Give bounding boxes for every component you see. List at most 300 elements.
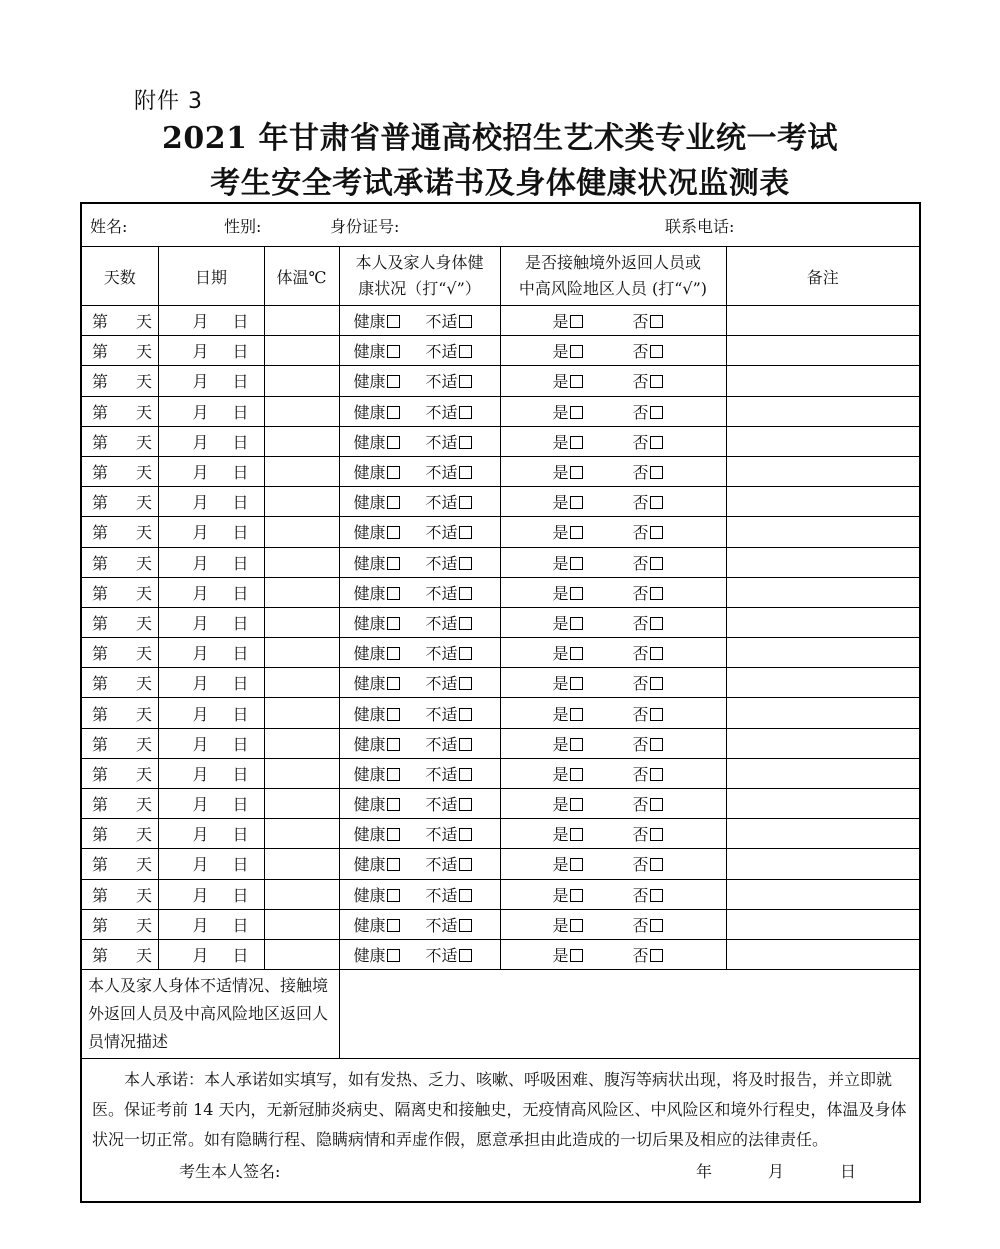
- day-cell[interactable]: [82, 306, 158, 336]
- day-cell[interactable]: [82, 789, 158, 819]
- no-option[interactable]: [633, 493, 663, 512]
- day-cell[interactable]: [82, 366, 158, 396]
- unwell-checkbox[interactable]: [459, 375, 472, 388]
- day-suffix: 天: [136, 312, 153, 332]
- date-cell[interactable]: [158, 879, 264, 909]
- unwell-option[interactable]: [426, 433, 472, 452]
- id-number-label[interactable]: 身份证号:: [330, 216, 400, 236]
- no-option[interactable]: [633, 705, 663, 724]
- unwell-checkbox[interactable]: [459, 677, 472, 690]
- no-option[interactable]: [633, 372, 663, 391]
- yes-option[interactable]: [553, 493, 583, 512]
- name-label[interactable]: 姓名:: [90, 216, 128, 236]
- yes-checkbox[interactable]: [570, 858, 583, 871]
- day-cell[interactable]: [82, 638, 158, 668]
- unwell-checkbox[interactable]: [459, 708, 472, 721]
- unwell-option[interactable]: [426, 946, 472, 965]
- unwell-label: 不适: [425, 342, 458, 362]
- unwell-option[interactable]: [426, 674, 472, 693]
- unwell-option[interactable]: [426, 463, 472, 482]
- unwell-checkbox[interactable]: [459, 798, 472, 811]
- date-cell[interactable]: [158, 547, 264, 577]
- healthy-checkbox[interactable]: [387, 738, 400, 751]
- notes-cell[interactable]: [726, 336, 919, 366]
- yes-option[interactable]: [553, 946, 583, 965]
- unwell-option[interactable]: [426, 825, 472, 844]
- day-cell[interactable]: [82, 698, 158, 728]
- yes-option[interactable]: [553, 705, 583, 724]
- unwell-checkbox[interactable]: [459, 828, 472, 841]
- no-checkbox[interactable]: [650, 919, 663, 932]
- notes-cell[interactable]: [726, 698, 919, 728]
- temperature-cell[interactable]: [264, 879, 339, 909]
- healthy-option[interactable]: [354, 433, 400, 452]
- health-cell: [339, 879, 500, 909]
- yes-option[interactable]: [553, 916, 583, 935]
- day-cell[interactable]: [82, 456, 158, 486]
- yes-option[interactable]: [553, 765, 583, 784]
- yes-checkbox[interactable]: [570, 526, 583, 539]
- healthy-checkbox[interactable]: [387, 345, 400, 358]
- yes-option[interactable]: [553, 855, 583, 874]
- date-cell[interactable]: [158, 638, 264, 668]
- healthy-option[interactable]: [354, 463, 400, 482]
- unwell-option[interactable]: [426, 644, 472, 663]
- healthy-checkbox[interactable]: [387, 708, 400, 721]
- healthy-checkbox[interactable]: [387, 677, 400, 690]
- unwell-checkbox[interactable]: [459, 526, 472, 539]
- notes-cell[interactable]: [726, 547, 919, 577]
- healthy-option[interactable]: [354, 825, 400, 844]
- no-option[interactable]: [633, 523, 663, 542]
- yes-option[interactable]: [553, 795, 583, 814]
- yes-checkbox[interactable]: [570, 466, 583, 479]
- date-cell[interactable]: [158, 789, 264, 819]
- day-suffix: 天: [136, 915, 153, 935]
- notes-cell[interactable]: [726, 426, 919, 456]
- temperature-cell[interactable]: [264, 306, 339, 336]
- day-suffix: 天: [136, 674, 153, 694]
- date-cell[interactable]: [158, 728, 264, 758]
- date-cell[interactable]: [158, 607, 264, 637]
- no-option[interactable]: [633, 644, 663, 663]
- no-checkbox[interactable]: [650, 708, 663, 721]
- healthy-option[interactable]: [354, 795, 400, 814]
- document-title: 2021 年甘肃省普通高校招生艺术类专业统一考试: [162, 121, 838, 156]
- day-cell[interactable]: [82, 396, 158, 426]
- yes-checkbox[interactable]: [570, 708, 583, 721]
- no-checkbox[interactable]: [650, 677, 663, 690]
- month-unit: 月: [192, 402, 209, 422]
- unwell-option[interactable]: [426, 493, 472, 512]
- date-cell[interactable]: [158, 517, 264, 547]
- no-option[interactable]: [633, 433, 663, 452]
- no-option[interactable]: [633, 886, 663, 905]
- healthy-option[interactable]: [354, 493, 400, 512]
- unwell-option[interactable]: [426, 403, 472, 422]
- monitor-row: [82, 698, 919, 728]
- day-cell[interactable]: [82, 758, 158, 788]
- healthy-option[interactable]: [354, 916, 400, 935]
- healthy-checkbox[interactable]: [387, 949, 400, 962]
- unwell-label: 不适: [425, 825, 458, 845]
- date-cell[interactable]: [158, 577, 264, 607]
- unwell-option[interactable]: [426, 523, 472, 542]
- yes-option[interactable]: [553, 674, 583, 693]
- no-checkbox[interactable]: [650, 617, 663, 630]
- yes-checkbox[interactable]: [570, 738, 583, 751]
- healthy-checkbox[interactable]: [387, 858, 400, 871]
- yes-option[interactable]: [553, 463, 583, 482]
- health-cell: [339, 819, 500, 849]
- healthy-option[interactable]: [354, 312, 400, 331]
- yes-checkbox[interactable]: [570, 828, 583, 841]
- temperature-cell[interactable]: [264, 487, 339, 517]
- healthy-checkbox[interactable]: [387, 436, 400, 449]
- no-option[interactable]: [633, 403, 663, 422]
- healthy-checkbox[interactable]: [387, 587, 400, 600]
- yes-option[interactable]: [553, 584, 583, 603]
- healthy-checkbox[interactable]: [387, 798, 400, 811]
- healthy-option[interactable]: [354, 614, 400, 633]
- healthy-option[interactable]: [354, 644, 400, 663]
- yes-option[interactable]: [553, 554, 583, 573]
- unwell-option[interactable]: [426, 765, 472, 784]
- unwell-checkbox[interactable]: [459, 345, 472, 358]
- healthy-label: 健康: [353, 704, 386, 724]
- yes-option[interactable]: [553, 886, 583, 905]
- temperature-cell[interactable]: [264, 758, 339, 788]
- no-option[interactable]: [633, 312, 663, 331]
- unwell-option[interactable]: [426, 855, 472, 874]
- unwell-option[interactable]: [426, 372, 472, 391]
- temperature-cell[interactable]: [264, 577, 339, 607]
- no-checkbox[interactable]: [650, 345, 663, 358]
- healthy-option[interactable]: [354, 674, 400, 693]
- date-cell[interactable]: [158, 758, 264, 788]
- unwell-checkbox[interactable]: [459, 738, 472, 751]
- healthy-option[interactable]: [354, 855, 400, 874]
- unwell-option[interactable]: [426, 916, 472, 935]
- healthy-checkbox[interactable]: [387, 768, 400, 781]
- temperature-cell[interactable]: [264, 668, 339, 698]
- day-cell[interactable]: [82, 426, 158, 456]
- temperature-cell[interactable]: [264, 396, 339, 426]
- unwell-option[interactable]: [426, 705, 472, 724]
- temperature-cell[interactable]: [264, 547, 339, 577]
- day-cell[interactable]: [82, 728, 158, 758]
- healthy-checkbox[interactable]: [387, 647, 400, 660]
- no-checkbox[interactable]: [650, 375, 663, 388]
- month-unit: 月: [192, 463, 209, 483]
- day-unit: 日: [232, 946, 249, 966]
- temperature-cell[interactable]: [264, 456, 339, 486]
- no-checkbox[interactable]: [650, 828, 663, 841]
- unwell-option[interactable]: [426, 584, 472, 603]
- signature-label[interactable]: 考生本人签名:: [179, 1162, 281, 1182]
- healthy-checkbox[interactable]: [387, 315, 400, 328]
- notes-cell[interactable]: [726, 758, 919, 788]
- healthy-option[interactable]: [354, 886, 400, 905]
- healthy-option[interactable]: [354, 403, 400, 422]
- notes-cell[interactable]: [726, 939, 919, 969]
- unwell-option[interactable]: [426, 795, 472, 814]
- healthy-option[interactable]: [354, 765, 400, 784]
- contact-cell: [500, 939, 726, 969]
- healthy-option[interactable]: [354, 554, 400, 573]
- healthy-option[interactable]: [354, 584, 400, 603]
- yes-checkbox[interactable]: [570, 345, 583, 358]
- yes-checkbox[interactable]: [570, 496, 583, 509]
- yes-checkbox[interactable]: [570, 647, 583, 660]
- notes-cell[interactable]: [726, 396, 919, 426]
- unwell-checkbox[interactable]: [459, 919, 472, 932]
- date-cell[interactable]: [158, 939, 264, 969]
- no-option[interactable]: [633, 765, 663, 784]
- healthy-label: 健康: [353, 432, 386, 452]
- yes-option[interactable]: [553, 735, 583, 754]
- healthy-checkbox[interactable]: [387, 526, 400, 539]
- yes-checkbox[interactable]: [570, 557, 583, 570]
- day-cell[interactable]: [82, 939, 158, 969]
- description-table: [82, 970, 919, 1059]
- no-checkbox[interactable]: [650, 496, 663, 509]
- temperature-cell[interactable]: [264, 366, 339, 396]
- yes-checkbox[interactable]: [570, 587, 583, 600]
- header-date: 日期: [158, 247, 264, 306]
- no-label: 否: [632, 523, 649, 543]
- temperature-cell[interactable]: [264, 698, 339, 728]
- notes-cell[interactable]: [726, 638, 919, 668]
- no-option[interactable]: [633, 795, 663, 814]
- unwell-option[interactable]: [426, 735, 472, 754]
- healthy-checkbox[interactable]: [387, 375, 400, 388]
- notes-cell[interactable]: [726, 819, 919, 849]
- temperature-cell[interactable]: [264, 849, 339, 879]
- day-cell[interactable]: [82, 879, 158, 909]
- day-cell[interactable]: [82, 849, 158, 879]
- notes-cell[interactable]: [726, 456, 919, 486]
- yes-checkbox[interactable]: [570, 677, 583, 690]
- yes-option[interactable]: [553, 372, 583, 391]
- notes-cell[interactable]: [726, 728, 919, 758]
- no-option[interactable]: [633, 825, 663, 844]
- unwell-checkbox[interactable]: [459, 466, 472, 479]
- no-option[interactable]: [633, 946, 663, 965]
- healthy-checkbox[interactable]: [387, 617, 400, 630]
- unwell-option[interactable]: [426, 886, 472, 905]
- no-option[interactable]: [633, 554, 663, 573]
- no-checkbox[interactable]: [650, 738, 663, 751]
- temperature-cell[interactable]: [264, 819, 339, 849]
- unwell-checkbox[interactable]: [459, 949, 472, 962]
- notes-cell[interactable]: [726, 607, 919, 637]
- gender-label[interactable]: 性别:: [224, 216, 262, 236]
- healthy-option[interactable]: [354, 523, 400, 542]
- yes-label: 是: [552, 312, 569, 332]
- no-checkbox[interactable]: [650, 858, 663, 871]
- date-cell[interactable]: [158, 668, 264, 698]
- healthy-checkbox[interactable]: [387, 406, 400, 419]
- no-option[interactable]: [633, 584, 663, 603]
- temperature-cell[interactable]: [264, 638, 339, 668]
- date-cell[interactable]: [158, 426, 264, 456]
- yes-checkbox[interactable]: [570, 949, 583, 962]
- healthy-option[interactable]: [354, 705, 400, 724]
- yes-option[interactable]: [553, 523, 583, 542]
- day-cell[interactable]: [82, 909, 158, 939]
- notes-cell[interactable]: [726, 849, 919, 879]
- unwell-option[interactable]: [426, 342, 472, 361]
- yes-option[interactable]: [553, 614, 583, 633]
- temperature-cell[interactable]: [264, 517, 339, 547]
- no-checkbox[interactable]: [650, 466, 663, 479]
- contact-cell: [500, 758, 726, 788]
- yes-checkbox[interactable]: [570, 436, 583, 449]
- yes-checkbox[interactable]: [570, 768, 583, 781]
- unwell-label: 不适: [425, 583, 458, 603]
- date-cell[interactable]: [158, 849, 264, 879]
- yes-checkbox[interactable]: [570, 617, 583, 630]
- healthy-checkbox[interactable]: [387, 557, 400, 570]
- no-option[interactable]: [633, 463, 663, 482]
- no-option[interactable]: [633, 674, 663, 693]
- no-checkbox[interactable]: [650, 889, 663, 902]
- day-cell[interactable]: [82, 487, 158, 517]
- description-field[interactable]: [339, 970, 919, 1059]
- yes-option[interactable]: [553, 644, 583, 663]
- health-form: [80, 202, 921, 1203]
- notes-cell[interactable]: [726, 909, 919, 939]
- yes-option[interactable]: [553, 403, 583, 422]
- yes-checkbox[interactable]: [570, 315, 583, 328]
- healthy-option[interactable]: [354, 372, 400, 391]
- yes-checkbox[interactable]: [570, 919, 583, 932]
- no-checkbox[interactable]: [650, 406, 663, 419]
- notes-cell[interactable]: [726, 577, 919, 607]
- date-cell[interactable]: [158, 306, 264, 336]
- yes-checkbox[interactable]: [570, 798, 583, 811]
- yes-option[interactable]: [553, 825, 583, 844]
- temperature-cell[interactable]: [264, 728, 339, 758]
- no-checkbox[interactable]: [650, 949, 663, 962]
- no-checkbox[interactable]: [650, 557, 663, 570]
- day-cell[interactable]: [82, 819, 158, 849]
- unwell-option[interactable]: [426, 312, 472, 331]
- unwell-option[interactable]: [426, 614, 472, 633]
- date-cell[interactable]: [158, 819, 264, 849]
- healthy-checkbox[interactable]: [387, 889, 400, 902]
- temperature-cell[interactable]: [264, 607, 339, 637]
- phone-label[interactable]: 联系电话:: [665, 216, 735, 236]
- temperature-cell[interactable]: [264, 789, 339, 819]
- yes-option[interactable]: [553, 433, 583, 452]
- no-option[interactable]: [633, 614, 663, 633]
- date-cell[interactable]: [158, 698, 264, 728]
- unwell-checkbox[interactable]: [459, 406, 472, 419]
- no-option[interactable]: [633, 916, 663, 935]
- notes-cell[interactable]: [726, 789, 919, 819]
- date-cell[interactable]: [158, 909, 264, 939]
- unwell-label: 不适: [425, 855, 458, 875]
- no-option[interactable]: [633, 735, 663, 754]
- no-option[interactable]: [633, 342, 663, 361]
- notes-cell[interactable]: [726, 487, 919, 517]
- healthy-checkbox[interactable]: [387, 496, 400, 509]
- healthy-checkbox[interactable]: [387, 466, 400, 479]
- day-cell[interactable]: [82, 517, 158, 547]
- unwell-checkbox[interactable]: [459, 647, 472, 660]
- healthy-checkbox[interactable]: [387, 919, 400, 932]
- unwell-option[interactable]: [426, 554, 472, 573]
- month-unit: 月: [192, 342, 209, 362]
- monitor-row: [82, 456, 919, 486]
- unwell-checkbox[interactable]: [459, 858, 472, 871]
- healthy-option[interactable]: [354, 735, 400, 754]
- date-cell[interactable]: [158, 487, 264, 517]
- day-cell[interactable]: [82, 668, 158, 698]
- unwell-checkbox[interactable]: [459, 315, 472, 328]
- no-option[interactable]: [633, 855, 663, 874]
- healthy-option[interactable]: [354, 342, 400, 361]
- notes-cell[interactable]: [726, 668, 919, 698]
- month-unit: 月: [192, 644, 209, 664]
- notes-cell[interactable]: [726, 517, 919, 547]
- no-checkbox[interactable]: [650, 436, 663, 449]
- healthy-option[interactable]: [354, 946, 400, 965]
- temperature-cell[interactable]: [264, 909, 339, 939]
- notes-cell[interactable]: [726, 879, 919, 909]
- health-cell: [339, 909, 500, 939]
- no-checkbox[interactable]: [650, 587, 663, 600]
- yes-option[interactable]: [553, 312, 583, 331]
- date-cell[interactable]: [158, 366, 264, 396]
- temperature-cell[interactable]: [264, 426, 339, 456]
- temperature-cell[interactable]: [264, 336, 339, 366]
- unwell-checkbox[interactable]: [459, 617, 472, 630]
- unwell-checkbox[interactable]: [459, 587, 472, 600]
- yes-checkbox[interactable]: [570, 889, 583, 902]
- day-cell[interactable]: [82, 607, 158, 637]
- date-cell[interactable]: [158, 396, 264, 426]
- day-suffix: 天: [136, 855, 153, 875]
- healthy-checkbox[interactable]: [387, 828, 400, 841]
- notes-cell[interactable]: [726, 366, 919, 396]
- day-cell[interactable]: [82, 336, 158, 366]
- unwell-checkbox[interactable]: [459, 889, 472, 902]
- yes-checkbox[interactable]: [570, 375, 583, 388]
- unwell-checkbox[interactable]: [459, 557, 472, 570]
- no-checkbox[interactable]: [650, 526, 663, 539]
- yes-checkbox[interactable]: [570, 406, 583, 419]
- day-cell[interactable]: [82, 547, 158, 577]
- day-cell[interactable]: [82, 577, 158, 607]
- no-checkbox[interactable]: [650, 798, 663, 811]
- contact-cell: [500, 698, 726, 728]
- no-checkbox[interactable]: [650, 647, 663, 660]
- unwell-checkbox[interactable]: [459, 496, 472, 509]
- unwell-checkbox[interactable]: [459, 436, 472, 449]
- notes-cell[interactable]: [726, 306, 919, 336]
- yes-option[interactable]: [553, 342, 583, 361]
- header-contact-status: [500, 247, 726, 306]
- no-checkbox[interactable]: [650, 315, 663, 328]
- unwell-checkbox[interactable]: [459, 768, 472, 781]
- date-cell[interactable]: [158, 456, 264, 486]
- date-cell[interactable]: [158, 336, 264, 366]
- temperature-cell[interactable]: [264, 939, 339, 969]
- no-checkbox[interactable]: [650, 768, 663, 781]
